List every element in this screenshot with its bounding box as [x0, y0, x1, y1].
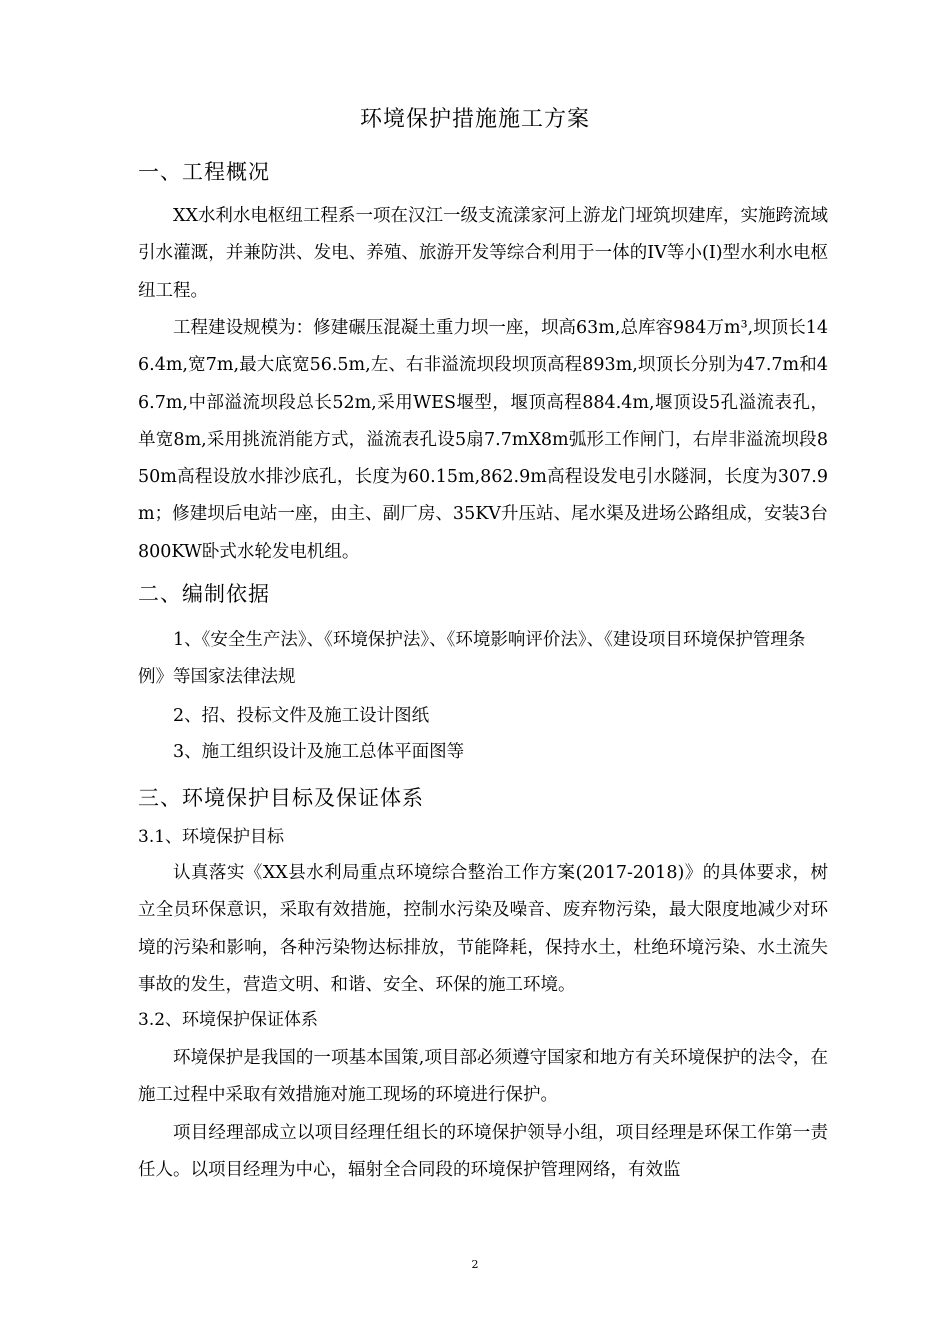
subsection-3-2-paragraph-2: 项目经理部成立以项目经理任组长的环境保护领导小组，项目经理是环保工作第一责任人。以项目经理为中心，辐射全合同段的环境保护管理网络，有效监 — [138, 1123, 828, 1181]
section-1-heading: 一、工程概况 — [138, 160, 270, 184]
subsection-3-2-heading: 3.2、环境保护保证体系 — [138, 1010, 319, 1030]
subsection-3-1-paragraph: 认真落实《XX县水利局重点环境综合整治工作方案(2017-2018)》的具体要求，树立全员环保意识，采取有效措施，控制水污染及噪音、废弃物污染，最大限度地减少对环境的污染和影响，各种污染物达标排放，节能降耗，保持水土，杜绝环境污染、水土流失事故的发生，营造文明、和谐、安全、环保的施工环境。 — [138, 863, 828, 995]
subsection-3-1-heading: 3.1、环境保护目标 — [138, 827, 285, 847]
subsection-3-2-paragraph-1: 环境保护是我国的一项基本国策,项目部必须遵守国家和地方有关环境保护的法令，在施工过程中采取有效措施对施工现场的环境进行保护。 — [138, 1048, 828, 1106]
basis-item-1: 1、《安全生产法》、《环境保护法》、《环境影响评价法》、《建设项目环境保护管理条例》等国家法律法规 — [138, 630, 806, 688]
section-2-heading: 二、编制依据 — [138, 582, 270, 606]
section-1-paragraph-2: 工程建设规模为：修建碾压混凝土重力坝一座，坝高63m,总库容984万m³,坝顶长146.4m,宽7m,最大底宽56.5m,左、右非溢流坝段坝顶高程893m,坝顶长分别为47.7m和46.7m,中部溢流坝段总长52m,采用WES堰型，堰顶高程884.4m,堰顶设5孔溢流表孔，单宽8m,采用挑流消能方式，溢流表孔设5扇7.7mX8m弧形工作闸门，右岸非溢流坝段850m高程设放水排沙底孔，长度为60.15m,862.9m高程设发电引水隧洞，长度为307.9m；修建坝后电站一座，由主、副厂房、35KV升压站、尾水渠及进场公路组成，安装3台800KW卧式水轮发电机组。 — [138, 318, 828, 562]
page-number: 2 — [471, 1258, 479, 1271]
section-3-heading: 三、环境保护目标及保证体系 — [138, 786, 424, 810]
document-title: 环境保护措施施工方案 — [359, 107, 590, 132]
basis-item-2: 2、招、投标文件及施工设计图纸 — [173, 706, 430, 726]
section-1-paragraph-1: XX水利水电枢纽工程系一项在汉江一级支流漾家河上游龙门垭筑坝建库，实施跨流域引水灌溉，并兼防洪、发电、养殖、旅游开发等综合利用于一体的IV等小(I)型水利水电枢纽工程。 — [138, 206, 828, 301]
basis-item-3: 3、施工组织设计及施工总体平面图等 — [173, 742, 465, 762]
